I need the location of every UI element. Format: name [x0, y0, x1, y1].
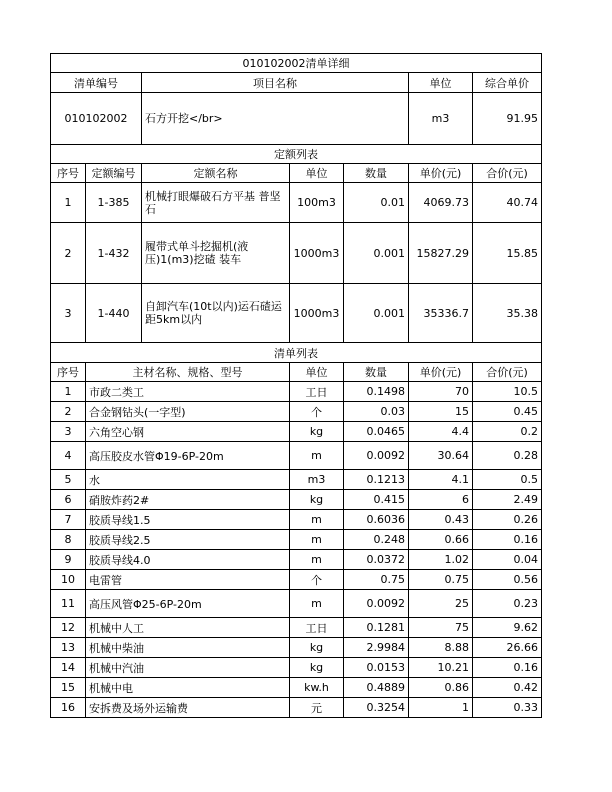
- mat-col-qty: 数量: [344, 363, 409, 382]
- mat-total: 0.04: [473, 550, 542, 570]
- mat-index: 8: [51, 530, 86, 550]
- mat-unit-price: 10.21: [409, 658, 473, 678]
- mat-unit: m: [290, 442, 344, 470]
- mat-total: 0.5: [473, 470, 542, 490]
- mat-total: 0.16: [473, 530, 542, 550]
- quota-qty: 0.001: [344, 284, 409, 343]
- quota-col-unit-price: 单价(元): [409, 164, 473, 183]
- quota-index: 3: [51, 284, 86, 343]
- quota-name: 履带式单斗挖掘机(液压)1(m3)挖碴 装车: [142, 223, 290, 284]
- mat-qty: 0.4889: [344, 678, 409, 698]
- mat-qty: 0.3254: [344, 698, 409, 718]
- mat-total: 0.45: [473, 402, 542, 422]
- mat-qty: 0.1213: [344, 470, 409, 490]
- mat-total: 0.26: [473, 510, 542, 530]
- mat-unit: m: [290, 530, 344, 550]
- mat-unit-price: 0.43: [409, 510, 473, 530]
- mat-index: 15: [51, 678, 86, 698]
- mat-unit: kw.h: [290, 678, 344, 698]
- table-row: [51, 638, 542, 658]
- mat-qty: 0.0372: [344, 550, 409, 570]
- mat-unit-price: 6: [409, 490, 473, 510]
- mat-name: 电雷管: [86, 570, 290, 590]
- mat-name: 胶质导线2.5: [86, 530, 290, 550]
- table-row: [51, 658, 542, 678]
- mat-unit: kg: [290, 490, 344, 510]
- mat-col-total: 合价(元): [473, 363, 542, 382]
- mat-index: 12: [51, 618, 86, 638]
- mat-index: 9: [51, 550, 86, 570]
- quota-unit-price: 15827.29: [409, 223, 473, 284]
- mat-qty: 0.0153: [344, 658, 409, 678]
- mat-total: 0.23: [473, 590, 542, 618]
- table-row: [51, 422, 542, 442]
- mat-unit-price: 30.64: [409, 442, 473, 470]
- mat-col-index: 序号: [51, 363, 86, 382]
- table-row: [51, 442, 542, 470]
- mat-name: 市政二类工: [86, 382, 290, 402]
- mat-qty: 2.9984: [344, 638, 409, 658]
- mat-unit: 工日: [290, 618, 344, 638]
- quota-index: 1: [51, 183, 86, 223]
- bill-name: 石方开挖</br>: [142, 93, 409, 144]
- mat-unit: m: [290, 510, 344, 530]
- mat-total: 9.62: [473, 618, 542, 638]
- quota-index: 2: [51, 223, 86, 284]
- mat-name: 机械中人工: [86, 618, 290, 638]
- table-row: [51, 223, 542, 284]
- materials-body: [51, 382, 542, 718]
- mat-qty: 0.6036: [344, 510, 409, 530]
- quota-col-total: 合价(元): [473, 164, 542, 183]
- quota-table: [50, 144, 542, 343]
- mat-unit-price: 70: [409, 382, 473, 402]
- mat-index: 14: [51, 658, 86, 678]
- quota-col-unit: 单位: [290, 164, 344, 183]
- mat-qty: 0.0465: [344, 422, 409, 442]
- mat-index: 2: [51, 402, 86, 422]
- mat-total: 0.2: [473, 422, 542, 442]
- quota-unit: 1000m3: [290, 284, 344, 343]
- mat-qty: 0.248: [344, 530, 409, 550]
- mat-name: 硝胺炸药2#: [86, 490, 290, 510]
- mat-total: 2.49: [473, 490, 542, 510]
- table-row: [51, 490, 542, 510]
- table-row: [51, 570, 542, 590]
- mat-unit: 个: [290, 570, 344, 590]
- quota-section-title: 定额列表: [51, 145, 542, 164]
- mat-index: 13: [51, 638, 86, 658]
- mat-qty: 0.415: [344, 490, 409, 510]
- mat-total: 0.16: [473, 658, 542, 678]
- mat-unit-price: 4.1: [409, 470, 473, 490]
- mat-unit: kg: [290, 638, 344, 658]
- quota-qty: 0.01: [344, 183, 409, 223]
- mat-unit: m: [290, 550, 344, 570]
- mat-unit: 元: [290, 698, 344, 718]
- mat-name: 高压风管Φ25-6P-20m: [86, 590, 290, 618]
- quota-unit-price: 35336.7: [409, 284, 473, 343]
- mat-total: 0.56: [473, 570, 542, 590]
- mat-name: 胶质导线4.0: [86, 550, 290, 570]
- mat-unit-price: 0.75: [409, 570, 473, 590]
- quota-total: 15.85: [473, 223, 542, 284]
- mat-index: 3: [51, 422, 86, 442]
- mat-unit-price: 75: [409, 618, 473, 638]
- header-col-unit: 单位: [409, 73, 473, 93]
- table-row: [51, 284, 542, 343]
- mat-name: 安拆费及场外运输费: [86, 698, 290, 718]
- mat-qty: 0.03: [344, 402, 409, 422]
- quota-name: 机械打眼爆破石方平基 普坚石: [142, 183, 290, 223]
- mat-index: 4: [51, 442, 86, 470]
- quota-name: 自卸汽车(10t以内)运石碴运距5km以内: [142, 284, 290, 343]
- table-row: [51, 382, 542, 402]
- bill-unit: m3: [409, 93, 473, 144]
- table-row: [51, 402, 542, 422]
- quota-unit: 1000m3: [290, 223, 344, 284]
- header-col-price: 综合单价: [473, 73, 542, 93]
- mat-unit: kg: [290, 658, 344, 678]
- mat-index: 5: [51, 470, 86, 490]
- mat-qty: 0.75: [344, 570, 409, 590]
- mat-unit: kg: [290, 422, 344, 442]
- table-row: [51, 510, 542, 530]
- mat-unit-price: 25: [409, 590, 473, 618]
- mat-qty: 0.0092: [344, 442, 409, 470]
- table-row: [51, 590, 542, 618]
- table-row: [51, 183, 542, 223]
- mat-name: 机械中电: [86, 678, 290, 698]
- mat-unit-price: 1: [409, 698, 473, 718]
- document-title: 010102002清单详细: [51, 54, 542, 73]
- bill-code: 010102002: [51, 93, 142, 144]
- mat-unit-price: 0.86: [409, 678, 473, 698]
- mat-name: 六角空心钢: [86, 422, 290, 442]
- mat-total: 26.66: [473, 638, 542, 658]
- materials-section-title: 清单列表: [51, 343, 542, 363]
- mat-name: 水: [86, 470, 290, 490]
- mat-unit-price: 1.02: [409, 550, 473, 570]
- quota-unit: 100m3: [290, 183, 344, 223]
- mat-index: 6: [51, 490, 86, 510]
- quota-col-name: 定额名称: [142, 164, 290, 183]
- mat-unit-price: 4.4: [409, 422, 473, 442]
- mat-unit-price: 15: [409, 402, 473, 422]
- mat-unit: m3: [290, 470, 344, 490]
- mat-name: 机械中汽油: [86, 658, 290, 678]
- table-row: [51, 530, 542, 550]
- mat-index: 7: [51, 510, 86, 530]
- mat-index: 11: [51, 590, 86, 618]
- mat-qty: 0.1281: [344, 618, 409, 638]
- mat-unit: 工日: [290, 382, 344, 402]
- quota-col-code: 定额编号: [86, 164, 142, 183]
- mat-unit: m: [290, 590, 344, 618]
- quota-qty: 0.001: [344, 223, 409, 284]
- mat-total: 0.42: [473, 678, 542, 698]
- mat-qty: 0.0092: [344, 590, 409, 618]
- bill-price: 91.95: [473, 93, 542, 144]
- mat-total: 10.5: [473, 382, 542, 402]
- mat-index: 16: [51, 698, 86, 718]
- mat-name: 机械中柴油: [86, 638, 290, 658]
- table-row: [51, 550, 542, 570]
- bill-header-table: [50, 53, 542, 144]
- mat-qty: 0.1498: [344, 382, 409, 402]
- quota-unit-price: 4069.73: [409, 183, 473, 223]
- header-col-code: 清单编号: [51, 73, 142, 93]
- quota-col-qty: 数量: [344, 164, 409, 183]
- mat-name: 胶质导线1.5: [86, 510, 290, 530]
- mat-name: 高压胶皮水管Φ19-6P-20m: [86, 442, 290, 470]
- mat-col-unit: 单位: [290, 363, 344, 382]
- table-row: [51, 470, 542, 490]
- table-row: [51, 698, 542, 718]
- table-row: [51, 678, 542, 698]
- mat-unit-price: 8.88: [409, 638, 473, 658]
- table-row: [51, 618, 542, 638]
- mat-unit: 个: [290, 402, 344, 422]
- materials-table: [50, 342, 542, 718]
- quota-code: 1-440: [86, 284, 142, 343]
- quota-total: 35.38: [473, 284, 542, 343]
- mat-total: 0.28: [473, 442, 542, 470]
- header-col-name: 项目名称: [142, 73, 409, 93]
- quota-total: 40.74: [473, 183, 542, 223]
- mat-col-unit-price: 单价(元): [409, 363, 473, 382]
- quota-code: 1-385: [86, 183, 142, 223]
- mat-index: 10: [51, 570, 86, 590]
- mat-total: 0.33: [473, 698, 542, 718]
- mat-col-name: 主材名称、规格、型号: [86, 363, 290, 382]
- quota-col-index: 序号: [51, 164, 86, 183]
- mat-index: 1: [51, 382, 86, 402]
- mat-unit-price: 0.66: [409, 530, 473, 550]
- quota-code: 1-432: [86, 223, 142, 284]
- mat-name: 合金钢钻头(一字型): [86, 402, 290, 422]
